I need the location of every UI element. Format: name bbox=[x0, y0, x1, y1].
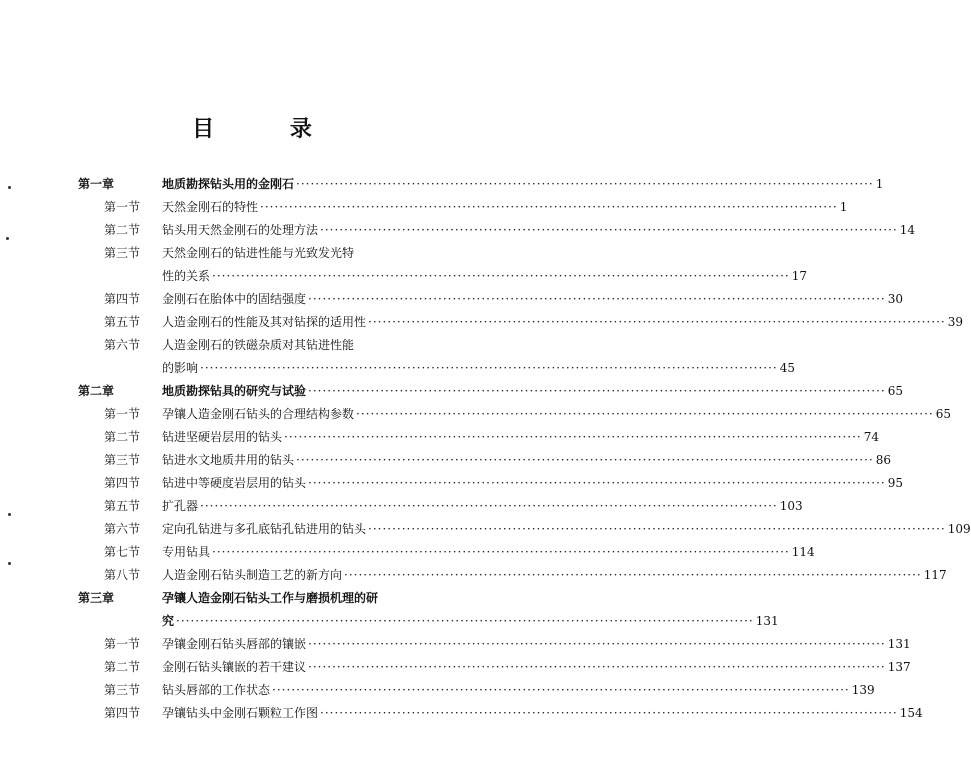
section-number: 第三节 bbox=[104, 246, 141, 260]
page-number: 109 bbox=[947, 522, 971, 536]
section-number: 第五节 bbox=[104, 499, 141, 513]
page-number: 65 bbox=[887, 384, 904, 398]
dot-leader: ························································································································ bbox=[212, 269, 790, 283]
chapter-title: 孕镶人造金刚石钻头工作与磨损机理的研 bbox=[162, 591, 379, 605]
toc-section-row bbox=[78, 702, 923, 725]
toc-section-row bbox=[78, 403, 952, 426]
section-title: 定向孔钻进与多孔底钻孔钻进用的钻头 bbox=[162, 522, 367, 536]
page-number: 14 bbox=[899, 223, 916, 237]
section-title: 钻头用天然金刚石的处理方法 bbox=[162, 223, 319, 237]
toc-section-row bbox=[78, 472, 904, 495]
page-number: 86 bbox=[875, 453, 892, 467]
page-number: 131 bbox=[887, 637, 911, 651]
section-title: 的影响 bbox=[162, 361, 199, 375]
page-number: 74 bbox=[863, 430, 880, 444]
dot-leader: ························································································································ bbox=[308, 637, 886, 651]
page-number: 95 bbox=[887, 476, 904, 490]
chapter-title: 地质勘探钻具的研究与试验 bbox=[162, 384, 307, 398]
toc-section-row bbox=[78, 518, 971, 541]
section-title: 天然金刚石的特性 bbox=[162, 200, 259, 214]
dot-leader: ························································································································ bbox=[176, 614, 754, 628]
table-of-contents bbox=[78, 173, 971, 725]
toc-section-row bbox=[78, 679, 875, 702]
section-title: 人造金刚石的铁磁杂质对其钻进性能 bbox=[162, 338, 355, 352]
toc-section-row bbox=[78, 541, 815, 564]
page-number: 117 bbox=[923, 568, 947, 582]
dot-leader: ························································································································ bbox=[320, 223, 898, 237]
page-number: 154 bbox=[899, 706, 923, 720]
dot-leader: ························································································································ bbox=[296, 177, 874, 191]
section-title: 钻进中等硬度岩层用的钻头 bbox=[162, 476, 307, 490]
page-number: 1 bbox=[839, 200, 848, 214]
section-number: 第一节 bbox=[104, 637, 141, 651]
toc-section-row bbox=[78, 265, 808, 288]
section-number: 第七节 bbox=[104, 545, 141, 559]
section-title: 性的关系 bbox=[162, 269, 211, 283]
section-title: 金刚石钻头镶嵌的若干建议 bbox=[162, 660, 307, 674]
toc-section-row bbox=[78, 357, 796, 380]
toc-section-row bbox=[78, 495, 803, 518]
page-number: 39 bbox=[947, 315, 964, 329]
section-number: 第二节 bbox=[104, 223, 141, 237]
chapter-number: 第三章 bbox=[78, 591, 115, 605]
dot-leader: ························································································································ bbox=[200, 361, 778, 375]
section-number: 第四节 bbox=[104, 292, 141, 306]
scan-speck bbox=[6, 237, 9, 240]
toc-section-row bbox=[78, 219, 916, 242]
dot-leader: ························································································································ bbox=[260, 200, 838, 214]
section-number: 第二节 bbox=[104, 660, 141, 674]
toc-section-row bbox=[78, 242, 448, 265]
toc-section-row bbox=[78, 656, 911, 679]
dot-leader: ························································································································ bbox=[296, 453, 874, 467]
toc-section-row bbox=[78, 633, 911, 656]
scan-speck bbox=[8, 562, 11, 565]
dot-leader: ························································································································ bbox=[272, 683, 850, 697]
section-title: 金刚石在胎体中的固结强度 bbox=[162, 292, 307, 306]
page-number: 1 bbox=[875, 177, 884, 191]
toc-section-row bbox=[78, 334, 448, 357]
section-number: 第一节 bbox=[104, 407, 141, 421]
section-number: 第五节 bbox=[104, 315, 141, 329]
toc-chapter-row bbox=[78, 610, 779, 633]
section-title: 孕镶金刚石钻头唇部的镶嵌 bbox=[162, 637, 307, 651]
dot-leader: ························································································································ bbox=[284, 430, 862, 444]
toc-section-row bbox=[78, 196, 848, 219]
section-number: 第四节 bbox=[104, 706, 141, 720]
section-title: 孕镶人造金刚石钻头的合理结构参数 bbox=[162, 407, 355, 421]
page-number: 139 bbox=[851, 683, 875, 697]
scan-speck bbox=[8, 186, 11, 189]
dot-leader: ························································································································ bbox=[212, 545, 790, 559]
chapter-number: 第二章 bbox=[78, 384, 115, 398]
toc-section-row bbox=[78, 449, 892, 472]
section-title: 钻进坚硬岩层用的钻头 bbox=[162, 430, 283, 444]
section-number: 第六节 bbox=[104, 522, 141, 536]
toc-chapter-row bbox=[78, 587, 448, 610]
section-number: 第三节 bbox=[104, 453, 141, 467]
page-number: 114 bbox=[791, 545, 815, 559]
scan-speck bbox=[8, 513, 11, 516]
section-title: 钻头唇部的工作状态 bbox=[162, 683, 271, 697]
section-number: 第一节 bbox=[104, 200, 141, 214]
dot-leader: ························································································································ bbox=[368, 315, 946, 329]
toc-chapter-row bbox=[78, 380, 904, 403]
section-title: 孕镶钻头中金刚石颗粒工作图 bbox=[162, 706, 319, 720]
page-number: 137 bbox=[887, 660, 911, 674]
section-title: 天然金刚石的钻进性能与光致发光特 bbox=[162, 246, 355, 260]
dot-leader: ························································································································ bbox=[320, 706, 898, 720]
toc-section-row bbox=[78, 426, 880, 449]
section-number: 第六节 bbox=[104, 338, 141, 352]
page-number: 65 bbox=[935, 407, 952, 421]
page-number: 17 bbox=[791, 269, 808, 283]
page-number: 45 bbox=[779, 361, 796, 375]
dot-leader: ························································································································ bbox=[308, 660, 886, 674]
section-number: 第四节 bbox=[104, 476, 141, 490]
section-title: 人造金刚石钻头制造工艺的新方向 bbox=[162, 568, 343, 582]
section-number: 第八节 bbox=[104, 568, 141, 582]
dot-leader: ························································································································ bbox=[200, 499, 778, 513]
dot-leader: ························································································································ bbox=[368, 522, 946, 536]
section-number: 第二节 bbox=[104, 430, 141, 444]
page-title: 目 录 bbox=[192, 116, 346, 142]
section-number: 第三节 bbox=[104, 683, 141, 697]
chapter-title: 究 bbox=[162, 614, 175, 628]
page-number: 30 bbox=[887, 292, 904, 306]
toc-section-row bbox=[78, 288, 904, 311]
toc-section-row bbox=[78, 564, 947, 587]
section-title: 人造金刚石的性能及其对钻探的适用性 bbox=[162, 315, 367, 329]
toc-section-row bbox=[78, 311, 964, 334]
dot-leader: ························································································································ bbox=[308, 292, 886, 306]
dot-leader: ························································································································ bbox=[308, 384, 886, 398]
chapter-title: 地质勘探钻头用的金刚石 bbox=[162, 177, 295, 191]
section-title: 钻进水文地质井用的钻头 bbox=[162, 453, 295, 467]
dot-leader: ························································································································ bbox=[356, 407, 934, 421]
section-title: 扩孔器 bbox=[162, 499, 199, 513]
page-number: 103 bbox=[779, 499, 803, 513]
page-number: 131 bbox=[755, 614, 779, 628]
toc-chapter-row bbox=[78, 173, 884, 196]
chapter-number: 第一章 bbox=[78, 177, 115, 191]
dot-leader: ························································································································ bbox=[308, 476, 886, 490]
section-title: 专用钻具 bbox=[162, 545, 211, 559]
dot-leader: ························································································································ bbox=[344, 568, 922, 582]
